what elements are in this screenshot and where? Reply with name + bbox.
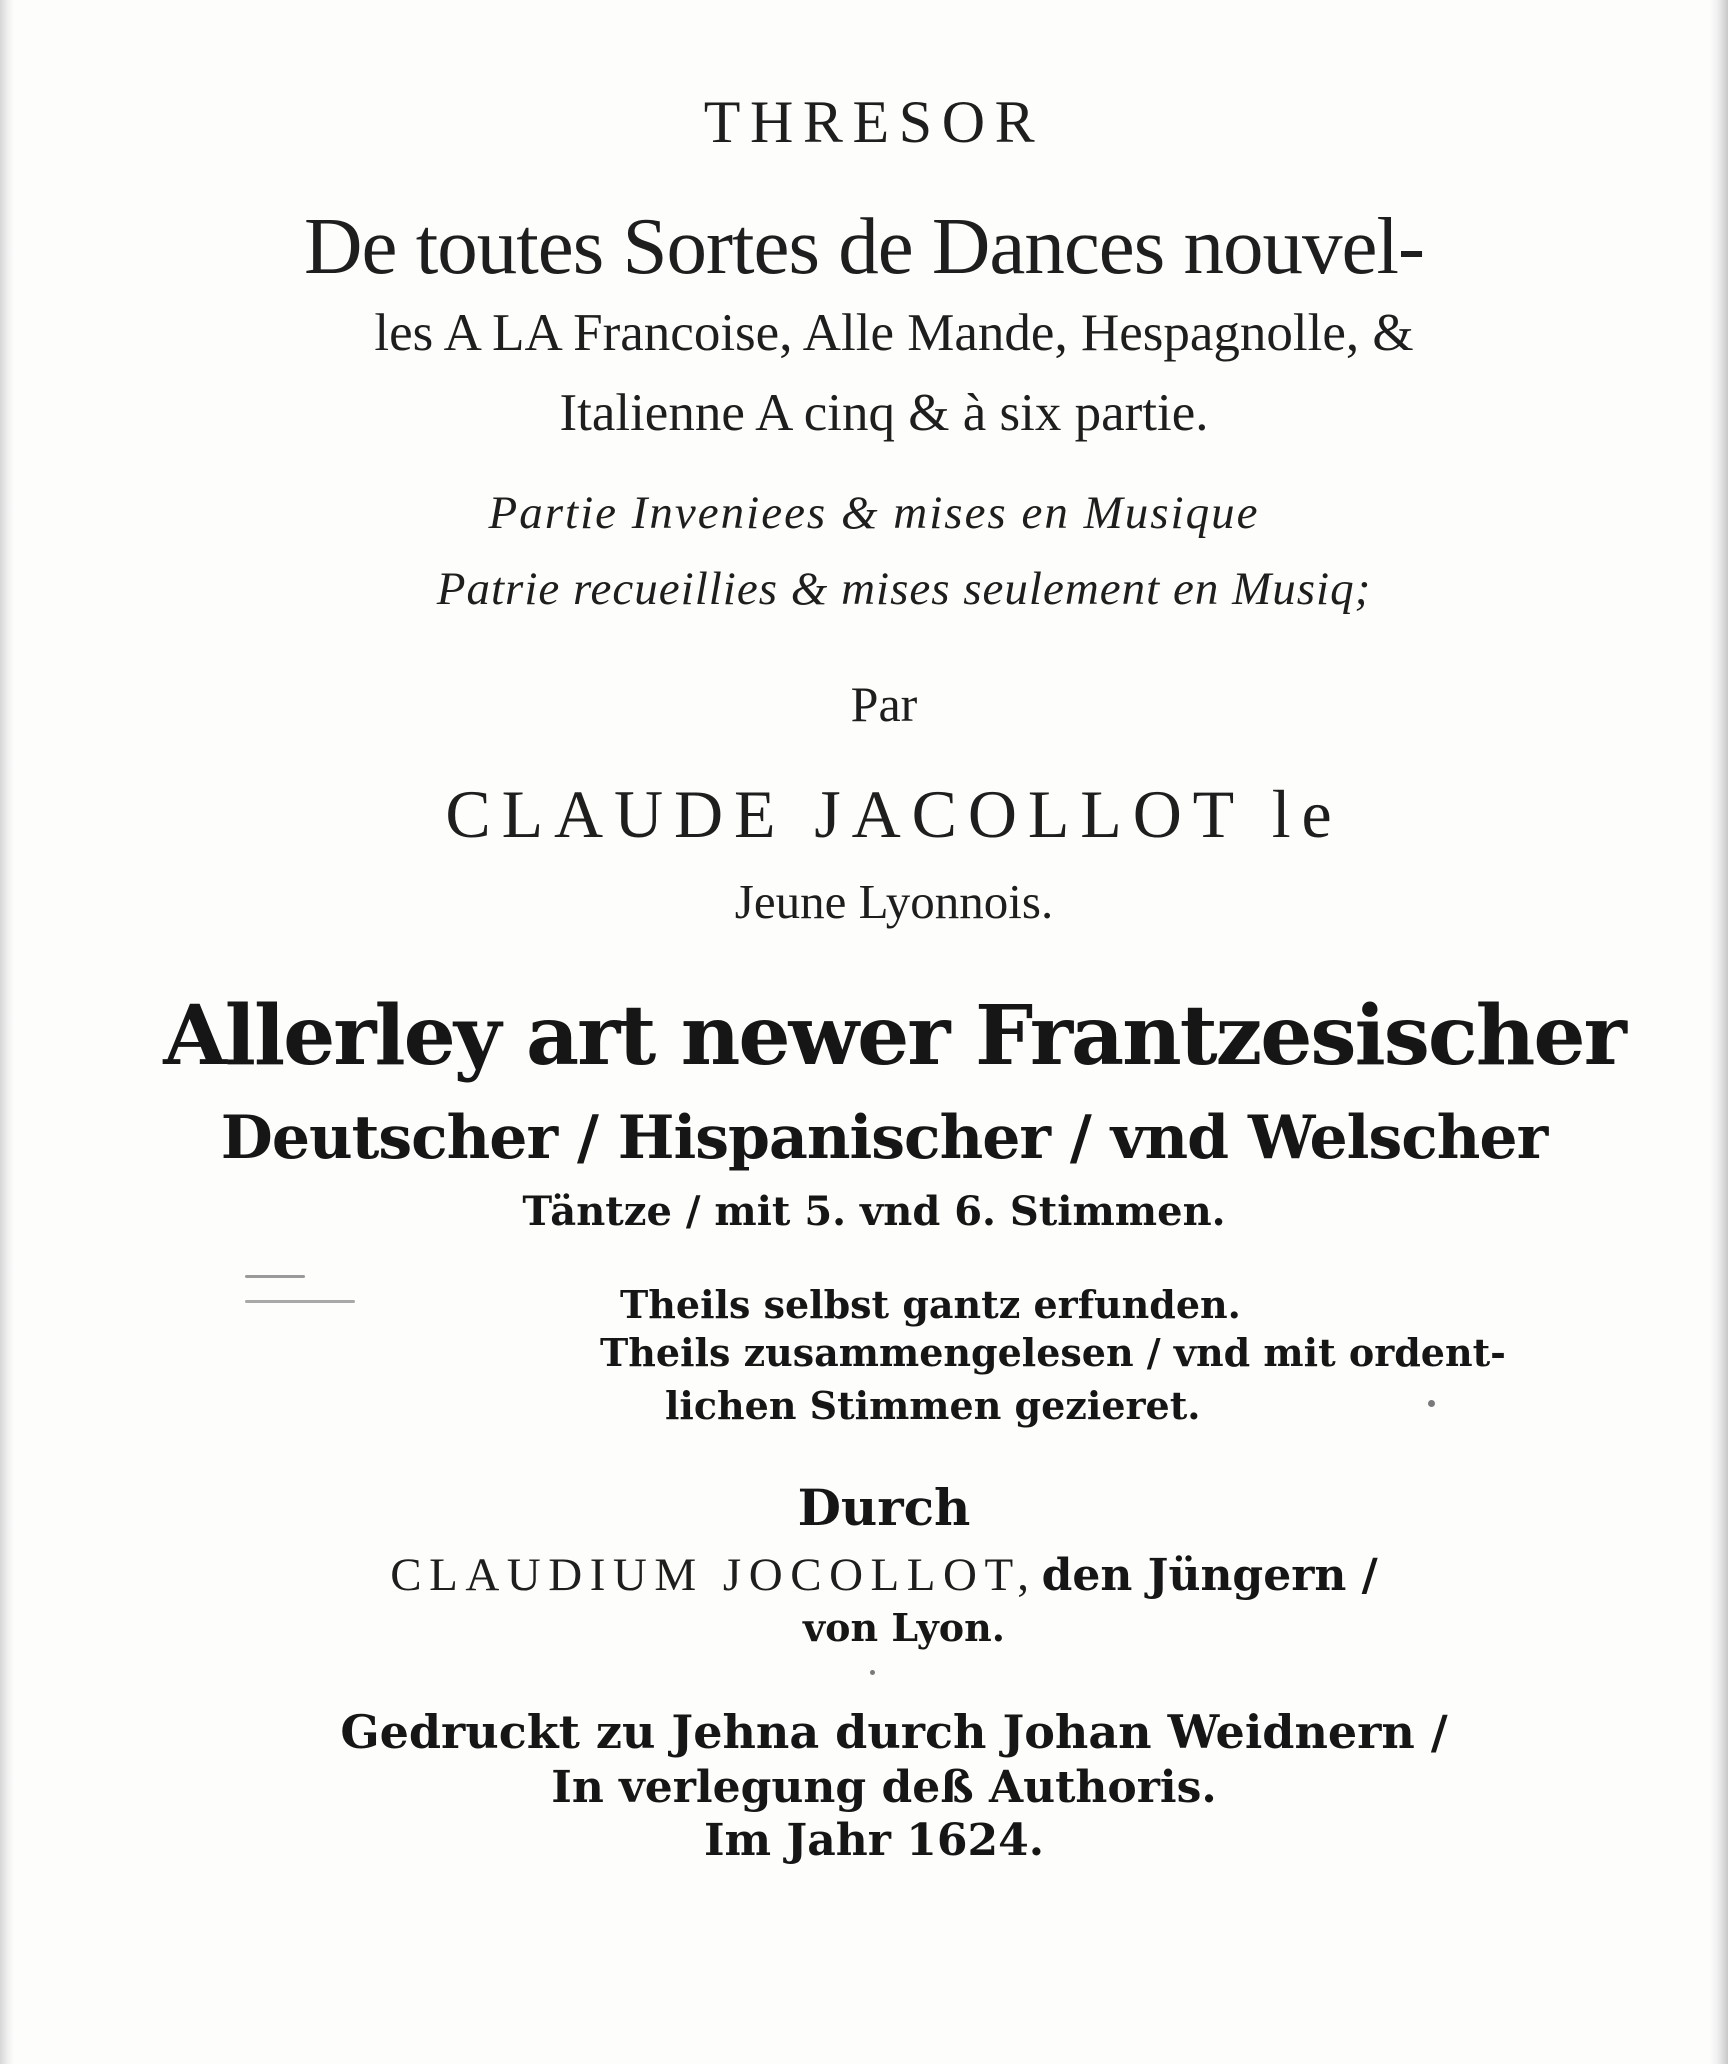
author-origin-german: von Lyon.	[803, 1605, 1005, 1650]
par-label: Par	[850, 676, 918, 732]
german-title-line-1: Allerley art newer Frantzesischer	[163, 988, 1625, 1084]
author-name-german	[0, 1548, 1728, 1602]
author-epithet-german: den Jüngern /	[1041, 1550, 1378, 1601]
german-subtitle-line-1: Theils selbst gantz erfunden.	[620, 1282, 1241, 1327]
german-subtitle-line-2: Theils zusammengelesen / vnd mit ordent-	[600, 1330, 1506, 1375]
author-name-latin: CLAUDIUM JOCOLLOT,	[390, 1549, 1037, 1601]
title-thresor: THRESOR	[703, 89, 1045, 155]
imprint-line-2: In verlegung deß Authoris.	[551, 1762, 1217, 1813]
title-line-2: De toutes Sortes de Dances nouvel-	[304, 201, 1424, 291]
subtitle-line-6: Patrie recueillies & mises seulement en Musiq;	[436, 563, 1372, 615]
author-origin-french: Jeune Lyonnois.	[734, 874, 1054, 929]
german-subtitle-line-3: lichen Stimmen gezieret.	[665, 1383, 1201, 1428]
durch-label: Durch	[797, 1478, 971, 1537]
imprint-date: Im Jahr 1624.	[703, 1815, 1045, 1866]
title-line-4: Italienne A cinq & à six partie.	[559, 384, 1209, 442]
author-name-french: CLAUDE JACOLLOT le	[445, 776, 1343, 852]
bleed-through-mark	[245, 1300, 355, 1303]
german-title-line-2: Deutscher / Hispanischer / vnd Welscher	[220, 1103, 1548, 1173]
ink-speck	[1428, 1400, 1435, 1407]
bleed-through-mark	[245, 1275, 305, 1278]
title-line-3: les A LA Francoise, Alle Mande, Hespagnolle, &	[374, 304, 1414, 362]
subtitle-line-5: Partie Inveniees & mises en Musique	[488, 487, 1260, 539]
german-title-line-3: Täntze / mit 5. vnd 6. Stimmen.	[522, 1188, 1226, 1235]
imprint-line-1: Gedruckt zu Jehna durch Johan Weidnern /	[340, 1705, 1448, 1759]
ink-speck	[870, 1670, 875, 1675]
